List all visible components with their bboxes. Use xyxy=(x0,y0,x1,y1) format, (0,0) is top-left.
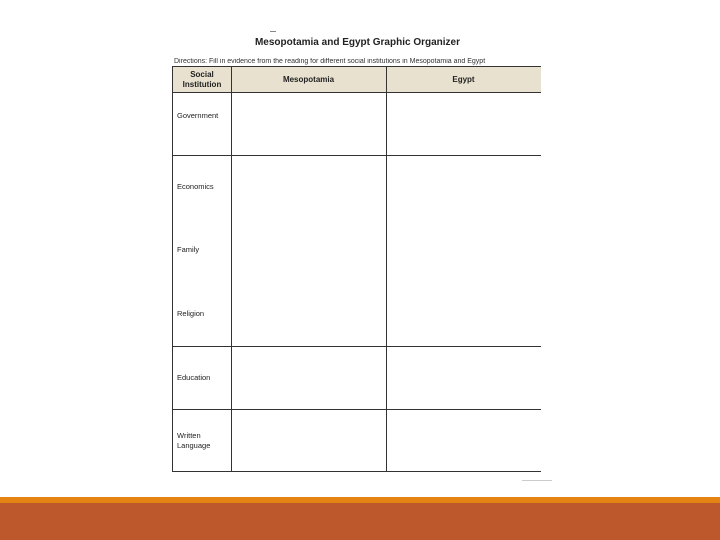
row-label-economics: Economics xyxy=(177,182,214,191)
dash-mark xyxy=(270,31,276,32)
table-row-government xyxy=(173,93,541,156)
bottom-band xyxy=(0,503,720,540)
worksheet-title: Mesopotamia and Egypt Graphic Organizer xyxy=(254,37,461,48)
table-row-written-language xyxy=(173,410,541,472)
graphic-organizer-table xyxy=(172,66,541,472)
row-label-family: Family xyxy=(177,245,200,254)
directions-text: Directions: Fill in evidence from the reading for different social institutions in Mesopotamia and Egypt xyxy=(174,58,486,65)
table-header-row xyxy=(173,67,541,93)
column-header-social-institution: Social Institution xyxy=(182,69,222,89)
row-label-government: Government xyxy=(177,111,219,120)
table-row-economics-family-religion xyxy=(173,156,541,347)
column-header-egypt: Egypt xyxy=(452,74,475,84)
column-header-mesopotamia: Mesopotamia xyxy=(282,74,335,84)
row-label-education: Education xyxy=(177,373,211,382)
row-label-religion: Religion xyxy=(177,309,205,318)
worksheet xyxy=(170,30,545,475)
row-label-written-language: Written Language xyxy=(177,431,211,450)
table-row-education xyxy=(173,347,541,410)
footer-mark xyxy=(522,480,552,481)
